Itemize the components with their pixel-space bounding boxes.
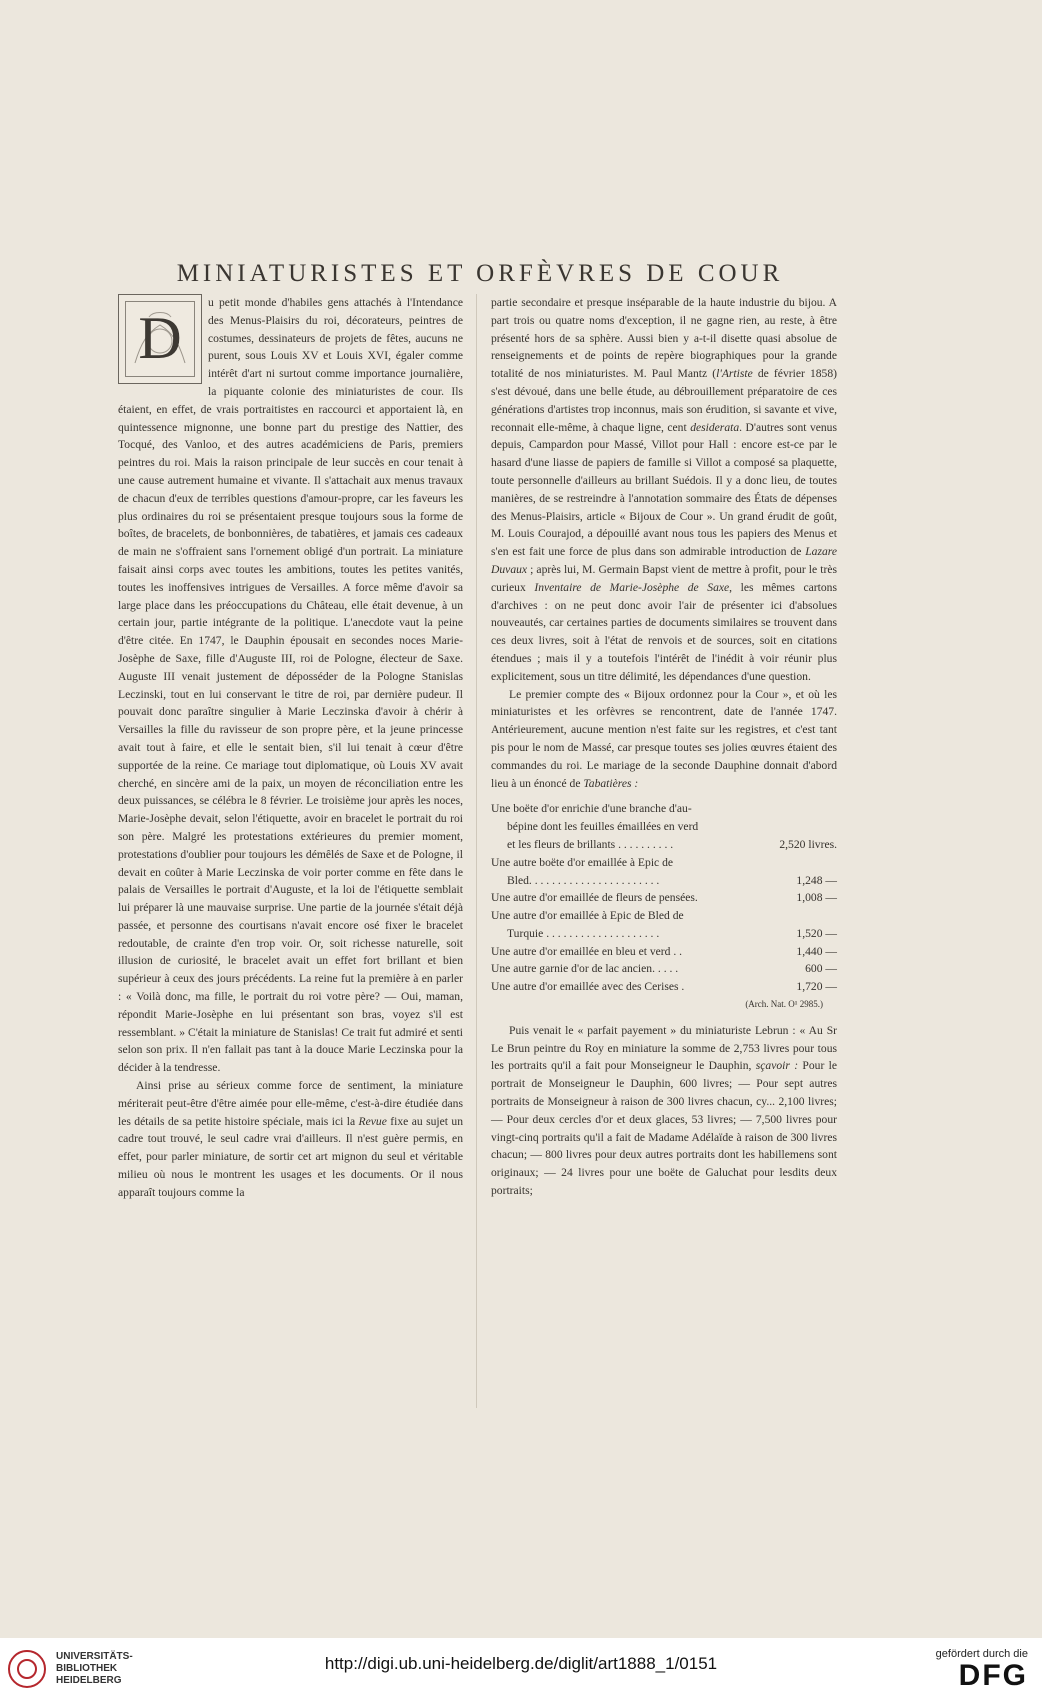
inventory-label: Turquie . . . . . . . . . . . . . . . . . . . . [507, 926, 660, 940]
inventory-row [491, 872, 837, 890]
inventory-row [491, 907, 837, 925]
inventory-amount: 1,248 — [796, 873, 837, 887]
inventory-amount: 1,720 — [796, 980, 837, 994]
university-line-1: UNIVERSITÄTS- [56, 1651, 133, 1662]
university-line-3: HEIDELBERG [56, 1675, 122, 1686]
inventory-label: Une autre d'or emaillée à Epic de Bled de [491, 909, 684, 923]
right-p1-italic-4: Inventaire de Marie-Josèphe de Saxe [534, 580, 730, 594]
left-p1-text: u petit monde d'habiles gens attachés à l'Intendance des Menus-Plaisirs du roi, décorateurs, peintres de costumes, dessinateurs de projets de fêtes, aucuns ne purent, sous Louis XV et Louis XVI, égaler comme intérêt d'art ni surtout comme importance journalière, la piquante colonie des miniaturistes de cour. Ils étaient, en effet, de vrais portraitistes en raccourci et apportaient là, en quintessence mignonne, une bonne part du prestige des Nattier, des Tocqué, des Vanloo, et des autres académiciens de Paris, premiers peintres du roi. Mais la raison principale de leur succès en cour tenait à une cause autrement humaine et vivante. Il s'attachait aux menus travaux de chacun d'eux de terribles questions d'amour-propre, car les faveurs les plus ordinaires du roi se présentaient presque toujours sous la forme de boîtes, de bracelets, de bonbonnières, de tabatières, et jamais ces cadeaux de main ne s'offraient sans l'ornement obligé d'un portrait. La miniature faisait ainsi corps avec toutes les ambitions, toutes les petites vanités, toutes les inoffensives intrigues de Versailles. A force même d'avoir sa large place dans les préoccupations du Château, elle était devenue, à un certain jour, partie intégrante de la politique. L'anecdote vaut la peine d'être citée. En 1747, le Dauphin épousait en secondes noces Marie-Josèphe de Saxe, fille d'Auguste III, roi de Pologne, électeur de Saxe. Auguste III venait justement de déposséder de la Pologne Stanislas Leczinski, tout en lui conservant le titre de roi, par dernière pudeur. Il pouvait donc paraître singulier à Marie Leczinska d'avoir à chérir à Versailles la fille du ravisseur de son propre père, et la jeune princesse avait tout à faire, et elle le sentait bien, s'il lui tenait à cœur d'être supportée de la reine. Ce mariage tout diplomatique, où Louis XV avait cherché, en sincère ami de la paix, un moyen de réconciliation entre les deux puissances, se célébra le 8 février. Le troisième jour après les noces, Marie-Josèphe devait, selon l'étiquette, avoir en bracelet le portrait du roi son père. Malgré les protestations extérieures du premier moment, protestations d'oublier pour toujours les démêlés de Saxe et de Pologne, il devait en coûter à Marie Leczinska de voir porter comme en fête dans le palais de Versailles le portrait d'Auguste, et la loi de l'étiquette semblait lui préparer là une mauvaise surprise. Une partie de la journée s'était déjà passée, et personne des courtisans n'avait encore osé fixer le bracelet redoutable, de crainte d'en trop voir. Or, soit richesse naturelle, soit illusion de curiosité, le bracelet avait un effet fort brillant et bien supérieur à ceux des jours précédents. La reine fut la première à en parler : « Voilà donc, ma fille, le portrait du roi votre père? — Oui, maman, répondit Marie-Josèphe en lui présentant son bras, voyez s'il est ressemblant. » C'était la miniature de Stanislas! Ce trait fut admiré et senti selon son prix. Il n'en fallait pas tant à la douce Marie Leczinska pour la décider à la tendresse. [118, 296, 463, 1075]
permalink-url[interactable]: http://digi.ub.uni-heidelberg.de/diglit/art1888_1/0151 [324, 1654, 718, 1673]
inventory-label: Une autre garnie d'or de lac ancien. . . . . [491, 962, 679, 976]
right-p2-italic: Tabatières : [583, 776, 639, 790]
inventory-row [491, 889, 837, 907]
left-p2-text-b: fixe au sujet un cadre tout trouvé, le seul cadre vrai d'ailleurs. Il n'est guère permis, en effet, pour parler miniature, de sortir cet art mignon du seul et véritable milieu où nous le montrent les usages et les documents. Or il nous apparaît toujours comme la [118, 1114, 463, 1199]
inventory-label: Une autre d'or emaillée de fleurs de pensées. [491, 891, 698, 905]
right-p2-a: Le premier compte des « Bijoux ordonnez pour la Cour », et où les miniaturistes et les orfèvres se rencontrent, date de l'année 1747. Antérieurement, aucune mention n'est faite sur les registres, et c'est tant pis pour le nom de Massé, car presque toutes ses jolies œuvres étaient des commandes du roi. Le mariage de la seconde Dauphine donnait d'abord lieu à un énoncé de [491, 687, 837, 790]
inventory-row [491, 836, 837, 854]
inventory-label: Une autre d'or emaillée en bleu et verd . . [491, 944, 683, 958]
column-divider [476, 294, 477, 1408]
right-p1-b: de février 1858) s'est dévoué, dans une belle étude, au débrouillement préparatoire de ces générations d'artistes trop inconnus, mais son érudition, si savante et vive, reconnait elle-même, à chaque ligne, cent [491, 367, 837, 434]
funded-by-label: gefördert durch die [935, 1648, 1028, 1660]
right-paragraph-3 [491, 1022, 837, 1200]
ornamental-dropcap [118, 294, 202, 384]
inventory-amount: 1,520 — [796, 926, 837, 940]
right-p1-italic-2: desiderata [690, 420, 740, 434]
right-p1-italic-3: Lazare Duvaux [491, 545, 837, 576]
inventory-row [491, 960, 837, 978]
left-paragraph-2 [118, 1077, 463, 1202]
inventory-label: bépine dont les feuilles émaillées en verd [507, 820, 699, 834]
left-paragraph-1 [118, 294, 463, 1077]
inventory-amount: 1,008 — [796, 891, 837, 905]
inventory-row [491, 978, 837, 996]
right-column [491, 294, 837, 1200]
inventory-amount: 600 — [805, 962, 837, 976]
dfg-logo[interactable] [936, 1648, 1028, 1692]
right-paragraph-1 [491, 294, 837, 686]
inventory-amount: 2,520 livres. [779, 837, 837, 851]
dfg-logo-text: DFG [958, 1659, 1028, 1692]
article-title: MINIATURISTES ET ORFÈVRES DE COUR [176, 259, 784, 287]
right-p3-italic: sçavoir : [755, 1059, 799, 1073]
inventory-label: Une autre boëte d'or emaillée à Epic de [491, 855, 674, 869]
inventory-list [491, 800, 837, 1014]
inventory-label: et les fleurs de brillants . . . . . . . . . . [507, 837, 674, 851]
inventory-row [491, 818, 837, 836]
inventory-amount: 1,440 — [796, 944, 837, 958]
left-p2-italic: Revue [358, 1114, 387, 1128]
right-p1-c: . D'autres sont venus depuis, Campardon pour Massé, Villot pour Hall : encore est-ce par le hasard d'une liasse de papiers de famille si Villot a composé sa plaquette, toute personnelle d'ailleurs au brillant Suédois. Il y a donc lieu, de toutes manières, de se restreindre à l'annotation sommaire des États de dépenses des Menus-Plaisirs, article « Bijoux de Cour ». Un grand érudit de goût, M. Louis Courajod, a dépouillé avant nous tous les papiers des Menus et s'en est fait une force de plus dans son admirable introduction de [491, 420, 837, 559]
inventory-label: Bled. . . . . . . . . . . . . . . . . . . . . . . [507, 873, 660, 887]
university-line-2: BIBLIOTHEK [56, 1663, 118, 1674]
right-p3-a: Puis venait le « parfait payement » du miniaturiste Lebrun : « Au Sr Le Brun peintre du Roy en miniature la somme de 2,753 livres pour tous les portraits qu'il a fait pour Monseigneur le Dauphin, [491, 1023, 837, 1073]
footer-bar [0, 1638, 1042, 1700]
left-p2-text-a: Ainsi prise au sérieux comme force de sentiment, la miniature mériterait peut-être d'être aimée pour elle-même, c'est-à-dire étudiée dans les détails de sa petite histoire spéciale, mais ici la [118, 1079, 463, 1128]
right-p1-e: , les mêmes cartons d'archives : on ne peut donc avoir l'air de présenter ici d'absolues nouveautés, car certaines parties de documents similaires se trouvent dans ces deux livres, soit à l'état de renvois et de sources, soit en citations étendues ; mais il y a toutefois l'intérêt de l'inédit à voir réunir plus explicitement, sous un titre délimité, les dépendances d'une question. [491, 580, 837, 683]
inventory-label: Une autre d'or emaillée avec des Cerises . [491, 980, 685, 994]
inventory-row [491, 925, 837, 943]
inventory-label: Une boëte d'or enrichie d'une branche d'au- [491, 802, 692, 816]
inventory-row [491, 854, 837, 872]
right-p1-italic-1: l'Artiste [716, 367, 753, 381]
right-p3-b: Pour le portrait de Monseigneur le Dauphin, 600 livres; — Pour sept autres portraits de Monseigneur à raison de 300 livres chacun, cy... 2,100 livres; — Pour deux cercles d'or et deux glaces, 53 livres; — 7,500 livres pour vingt-cinq portraits qu'il a fait de Madame Adélaïde à raison de 300 livres chacun; — 800 livres pour deux autres portraits dont les habillemens sont originaux; — 24 livres pour une boëte de Galuchat pour lesdits deux portraits; [491, 1059, 838, 1198]
inventory-row [491, 943, 837, 961]
right-p1-a: partie secondaire et presque inséparable de la haute industrie du bijou. A part trois ou quatre noms d'exception, il ne gagne rien, au reste, à être présenté hors de sa sphère. Aussi bien y a-t-il disette quasi absolue de renseignements et de points de repère biographiques pour la grande totalité de nos miniaturistes. M. Paul Mantz ( [491, 296, 837, 381]
right-p1-d: ; après lui, M. Germain Bapst vient de mettre à profit, pour le très curieux [491, 562, 837, 594]
left-column [118, 294, 463, 1202]
inventory-source: (Arch. Nat. O¹ 2985.) [745, 999, 823, 1010]
inventory-row [491, 800, 837, 818]
dropcap-letter: D [138, 305, 182, 371]
right-paragraph-2 [491, 686, 837, 793]
